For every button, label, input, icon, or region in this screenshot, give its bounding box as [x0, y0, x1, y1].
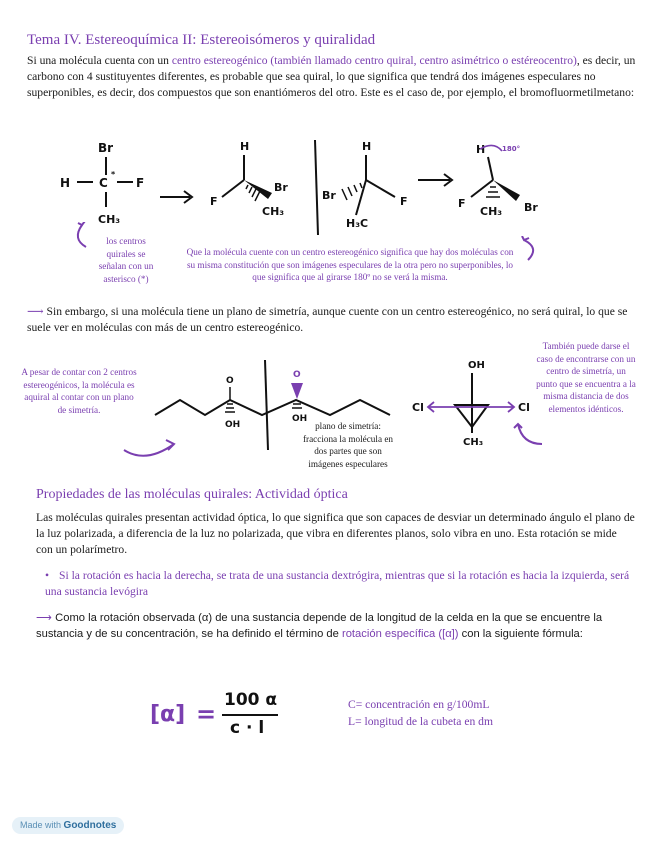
formula-numerator: 100 α: [224, 690, 278, 710]
badge-made-with: Made with: [20, 820, 62, 830]
rotation-bullet: [45, 568, 635, 600]
specific-rotation-term: rotación específica ([α]): [341, 628, 459, 640]
svg-text:Br: Br: [322, 189, 336, 202]
svg-text:OH: OH: [292, 414, 308, 424]
svg-text:F: F: [210, 195, 218, 208]
arrow-marker: ⟶: [27, 305, 47, 318]
specific-rotation-text: Como la rotación observada (α) de una sustancia depende de la longitud de la celda en la que se encuentre la sustancia y de su concentración, se ha definido el término de: [36, 612, 603, 640]
section-title-optical-activity: Propiedades de las moléculas quirales: Actividad óptica: [36, 487, 348, 502]
arrow-marker-2: ⟶: [36, 612, 56, 624]
svg-text:CH₃: CH₃: [480, 205, 503, 218]
svg-text:CH₃: CH₃: [98, 213, 121, 226]
svg-text:Br: Br: [98, 141, 114, 155]
definition-concentration: C= concentración en g/100mL: [348, 698, 490, 711]
svg-text:*: *: [111, 170, 116, 179]
symmetry-text: Sin embargo, si una molécula tiene un plano de simetría, aunque cuente con un centro estereogénico, no será quiral, lo que se suele ver en moléculas con más de un centro estereogénico.: [27, 305, 628, 334]
curved-arrow-center: [510, 420, 550, 450]
optical-activity-paragraph: Las moléculas quirales presentan actividad óptica, lo que significa que son capaces de desviar un determinado ángulo el plano de la luz polarizada, a diferencia de la luz no polarizada, que vibra en diferentes planos, solo vibra en uno. Esta rotación se mide con un polarímetro.: [36, 511, 635, 556]
note-symmetry-center: También puede darse el caso de encontrarse con un centro de simetría, un punto que se encuentra a la misma distancia de dos elementos idénticos.: [536, 341, 636, 414]
svg-text:H₃C: H₃C: [346, 217, 369, 230]
formula-denominator: c · l: [230, 718, 265, 738]
badge-brand: Goodnotes: [63, 820, 117, 831]
svg-text:Br: Br: [274, 181, 288, 194]
svg-text:F: F: [458, 197, 466, 210]
definition-length: L= longitud de la cubeta en dm: [348, 715, 493, 728]
svg-text:O: O: [226, 376, 234, 386]
bullet-dot: •: [45, 569, 50, 582]
note-two-centers: A pesar de contar con 2 centros estereogénicos, la molécula es aquiral al contar con un plano de simetría.: [21, 367, 137, 415]
specific-rotation-formula: [150, 690, 290, 750]
svg-text:Cl: Cl: [412, 401, 424, 414]
svg-text:F: F: [136, 176, 145, 190]
svg-text:H: H: [60, 176, 71, 190]
intro-highlight: centro estereogénico (también llamado centro quiral, centro asimétrico o estéreocentro): [171, 54, 577, 67]
svg-text:OH: OH: [225, 420, 241, 430]
svg-text:H: H: [476, 143, 486, 156]
svg-text:H: H: [240, 140, 250, 153]
formula-lhs: [α]: [150, 702, 186, 727]
intro-text-1: Si una molécula cuenta con un: [27, 54, 172, 67]
specific-rotation-paragraph: [36, 610, 636, 642]
svg-text:H: H: [362, 140, 372, 153]
molecule-figure-1: [50, 135, 570, 240]
rotation-bullet-text: Si la rotación es hacia la derecha, se trata de una sustancia dextrógira, mientras que si la rotación es hacia la izquierda, será una sustancia levógira: [45, 569, 630, 598]
svg-text:F: F: [400, 195, 408, 208]
formula-equals: =: [196, 700, 217, 728]
svg-text:Cl: Cl: [518, 401, 530, 414]
specific-rotation-end: con la siguiente fórmula:: [458, 628, 583, 640]
svg-text:O: O: [293, 370, 301, 380]
svg-text:CH₃: CH₃: [463, 437, 484, 448]
page-title: Tema IV. Estereoquímica II: Estereoisómeros y quiralidad: [27, 32, 376, 48]
curved-arrow-sym: [120, 430, 180, 460]
curved-arrow-right: [518, 236, 548, 264]
svg-text:C: C: [99, 176, 108, 190]
intro-paragraph: [27, 53, 637, 101]
svg-text:CH₃: CH₃: [262, 205, 285, 218]
svg-text:180°: 180°: [502, 145, 521, 153]
symmetry-paragraph: [27, 304, 637, 336]
formula-fraction-bar: [222, 714, 278, 716]
intro-text-2: , es decir, un carbono con 4 sustituyentes diferentes, es probable que sea quiral, lo que significa que tendrá dos imágenes especulares no superponibles, es decir, dos compuestos que son enantiómeros del otro. Este es el caso de, por ejemplo, el bromofluormetilmetano:: [27, 54, 636, 99]
goodnotes-badge[interactable]: [12, 817, 124, 834]
note-symmetry-plane: plano de simetría: fracciona la molécula en dos partes que son imágenes especulares: [302, 421, 394, 469]
svg-text:OH: OH: [468, 360, 485, 371]
note-mirror-images: Que la molécula cuente con un centro estereogénico significa que hay dos moléculas con su misma constitución que son imágenes especulares de la otra pero no superponibles, lo que significa que al girarse 180º no se verá la misma.: [186, 247, 514, 282]
svg-text:Br: Br: [524, 201, 538, 214]
note-chiral-centers: los centros quirales se señalan con un asterisco (*): [98, 236, 154, 284]
